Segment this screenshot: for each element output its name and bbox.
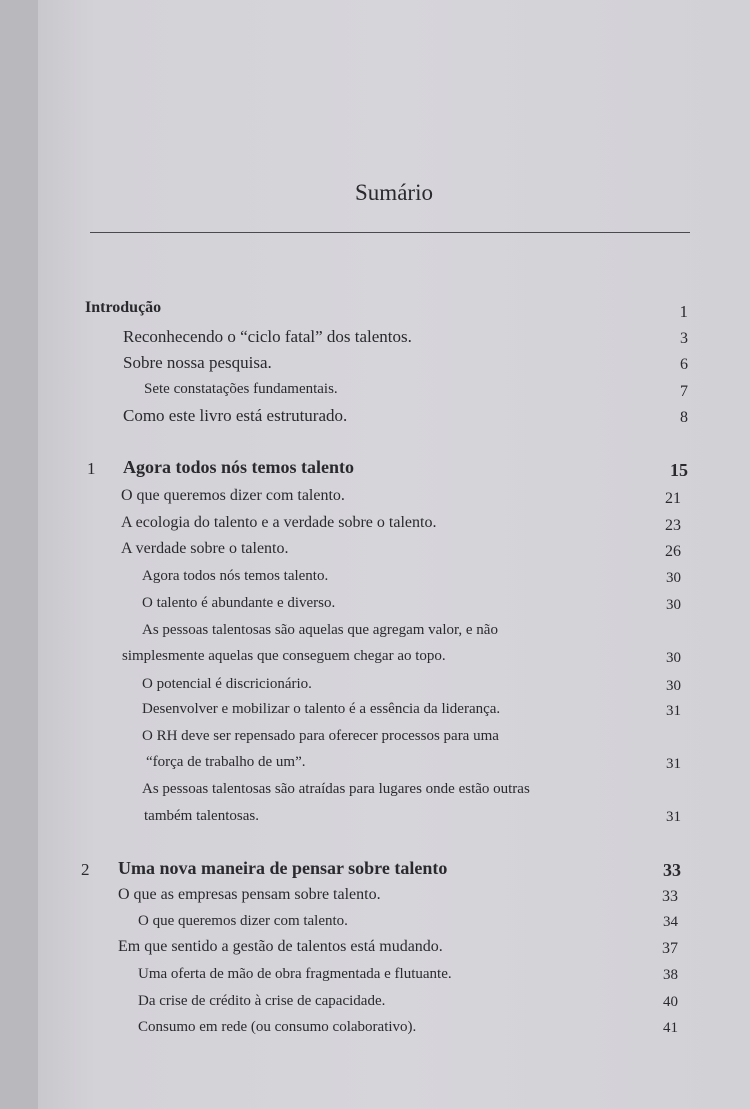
toc-subentry: Desenvolver e mobilizar o talento é a essência da liderança. — [142, 701, 501, 717]
chapter-title: Agora todos nós temos talento — [123, 457, 354, 477]
title-rule — [90, 232, 690, 233]
toc-entry-page: 23 — [665, 517, 681, 534]
toc-entry-page: 31 — [666, 703, 681, 719]
intro-heading: Introdução — [85, 299, 162, 316]
toc-entry-page: 41 — [663, 1020, 678, 1036]
toc-subentry: Da crise de crédito à crise de capacidade. — [138, 993, 386, 1009]
toc-subentry: As pessoas talentosas são atraídas para lugares onde estão outras — [142, 781, 530, 797]
toc-entry-page: 26 — [665, 543, 681, 560]
toc-entry-page: 33 — [662, 888, 678, 905]
toc-subentry: As pessoas talentosas são aquelas que agregam valor, e não — [142, 622, 498, 638]
toc-entry-page: 7 — [680, 383, 688, 400]
toc-subentry-continued: também talentosas. — [144, 808, 259, 824]
toc-entry-page: 3 — [680, 330, 688, 347]
toc-entry-page: 30 — [666, 650, 681, 666]
book-page — [38, 0, 750, 1109]
toc-entry-page: 21 — [665, 490, 681, 507]
toc-subentry: Consumo em rede (ou consumo colaborativo). — [138, 1019, 417, 1035]
toc-title: Sumário — [355, 180, 433, 205]
toc-entry-page: 30 — [666, 570, 681, 586]
toc-entry: Sobre nossa pesquisa. — [123, 353, 272, 372]
toc-subentry: O talento é abundante e diverso. — [142, 595, 336, 611]
chapter-page: 33 — [663, 860, 681, 880]
toc-entry-page: 31 — [666, 756, 681, 772]
toc-subentry-continued: “força de trabalho de um”. — [146, 754, 306, 770]
toc-entry: Reconhecendo o “ciclo fatal” dos talentos. — [123, 327, 412, 346]
toc-entry: A ecologia do talento e a verdade sobre o talento. — [121, 514, 437, 531]
toc-subentry: O potencial é discricionário. — [142, 676, 312, 692]
toc-entry-page: 30 — [666, 597, 681, 613]
toc-subentry: Uma oferta de mão de obra fragmentada e flutuante. — [138, 966, 452, 982]
toc-entry: O que as empresas pensam sobre talento. — [118, 886, 381, 903]
chapter-title: Uma nova maneira de pensar sobre talento — [118, 858, 448, 878]
toc-entry: Como este livro está estruturado. — [123, 406, 348, 425]
toc-subentry: Agora todos nós temos talento. — [142, 568, 329, 584]
toc-entry-page: 8 — [680, 409, 688, 426]
chapter-page: 15 — [670, 460, 688, 480]
toc-entry-page: 38 — [663, 967, 678, 983]
intro-page: 1 — [679, 302, 688, 321]
toc-subentry: O que queremos dizer com talento. — [138, 913, 348, 929]
toc-subentry: Sete constatações fundamentais. — [144, 381, 338, 397]
toc-entry-page: 30 — [666, 678, 681, 694]
toc-entry: O que queremos dizer com talento. — [121, 487, 345, 504]
chapter-number: 2 — [81, 860, 90, 879]
chapter-number: 1 — [87, 459, 96, 478]
toc-subentry: O RH deve ser repensado para oferecer processos para uma — [142, 728, 499, 744]
toc-entry-page: 34 — [663, 914, 678, 930]
toc-entry: A verdade sobre o talento. — [121, 540, 289, 557]
toc-subentry-continued: simplesmente aquelas que conseguem chegar ao topo. — [122, 648, 446, 664]
toc-entry: Em que sentido a gestão de talentos está mudando. — [118, 938, 443, 955]
toc-entry-page: 31 — [666, 809, 681, 825]
toc-entry-page: 6 — [680, 356, 688, 373]
toc-entry-page: 37 — [662, 940, 678, 957]
toc-entry-page: 40 — [663, 994, 678, 1010]
